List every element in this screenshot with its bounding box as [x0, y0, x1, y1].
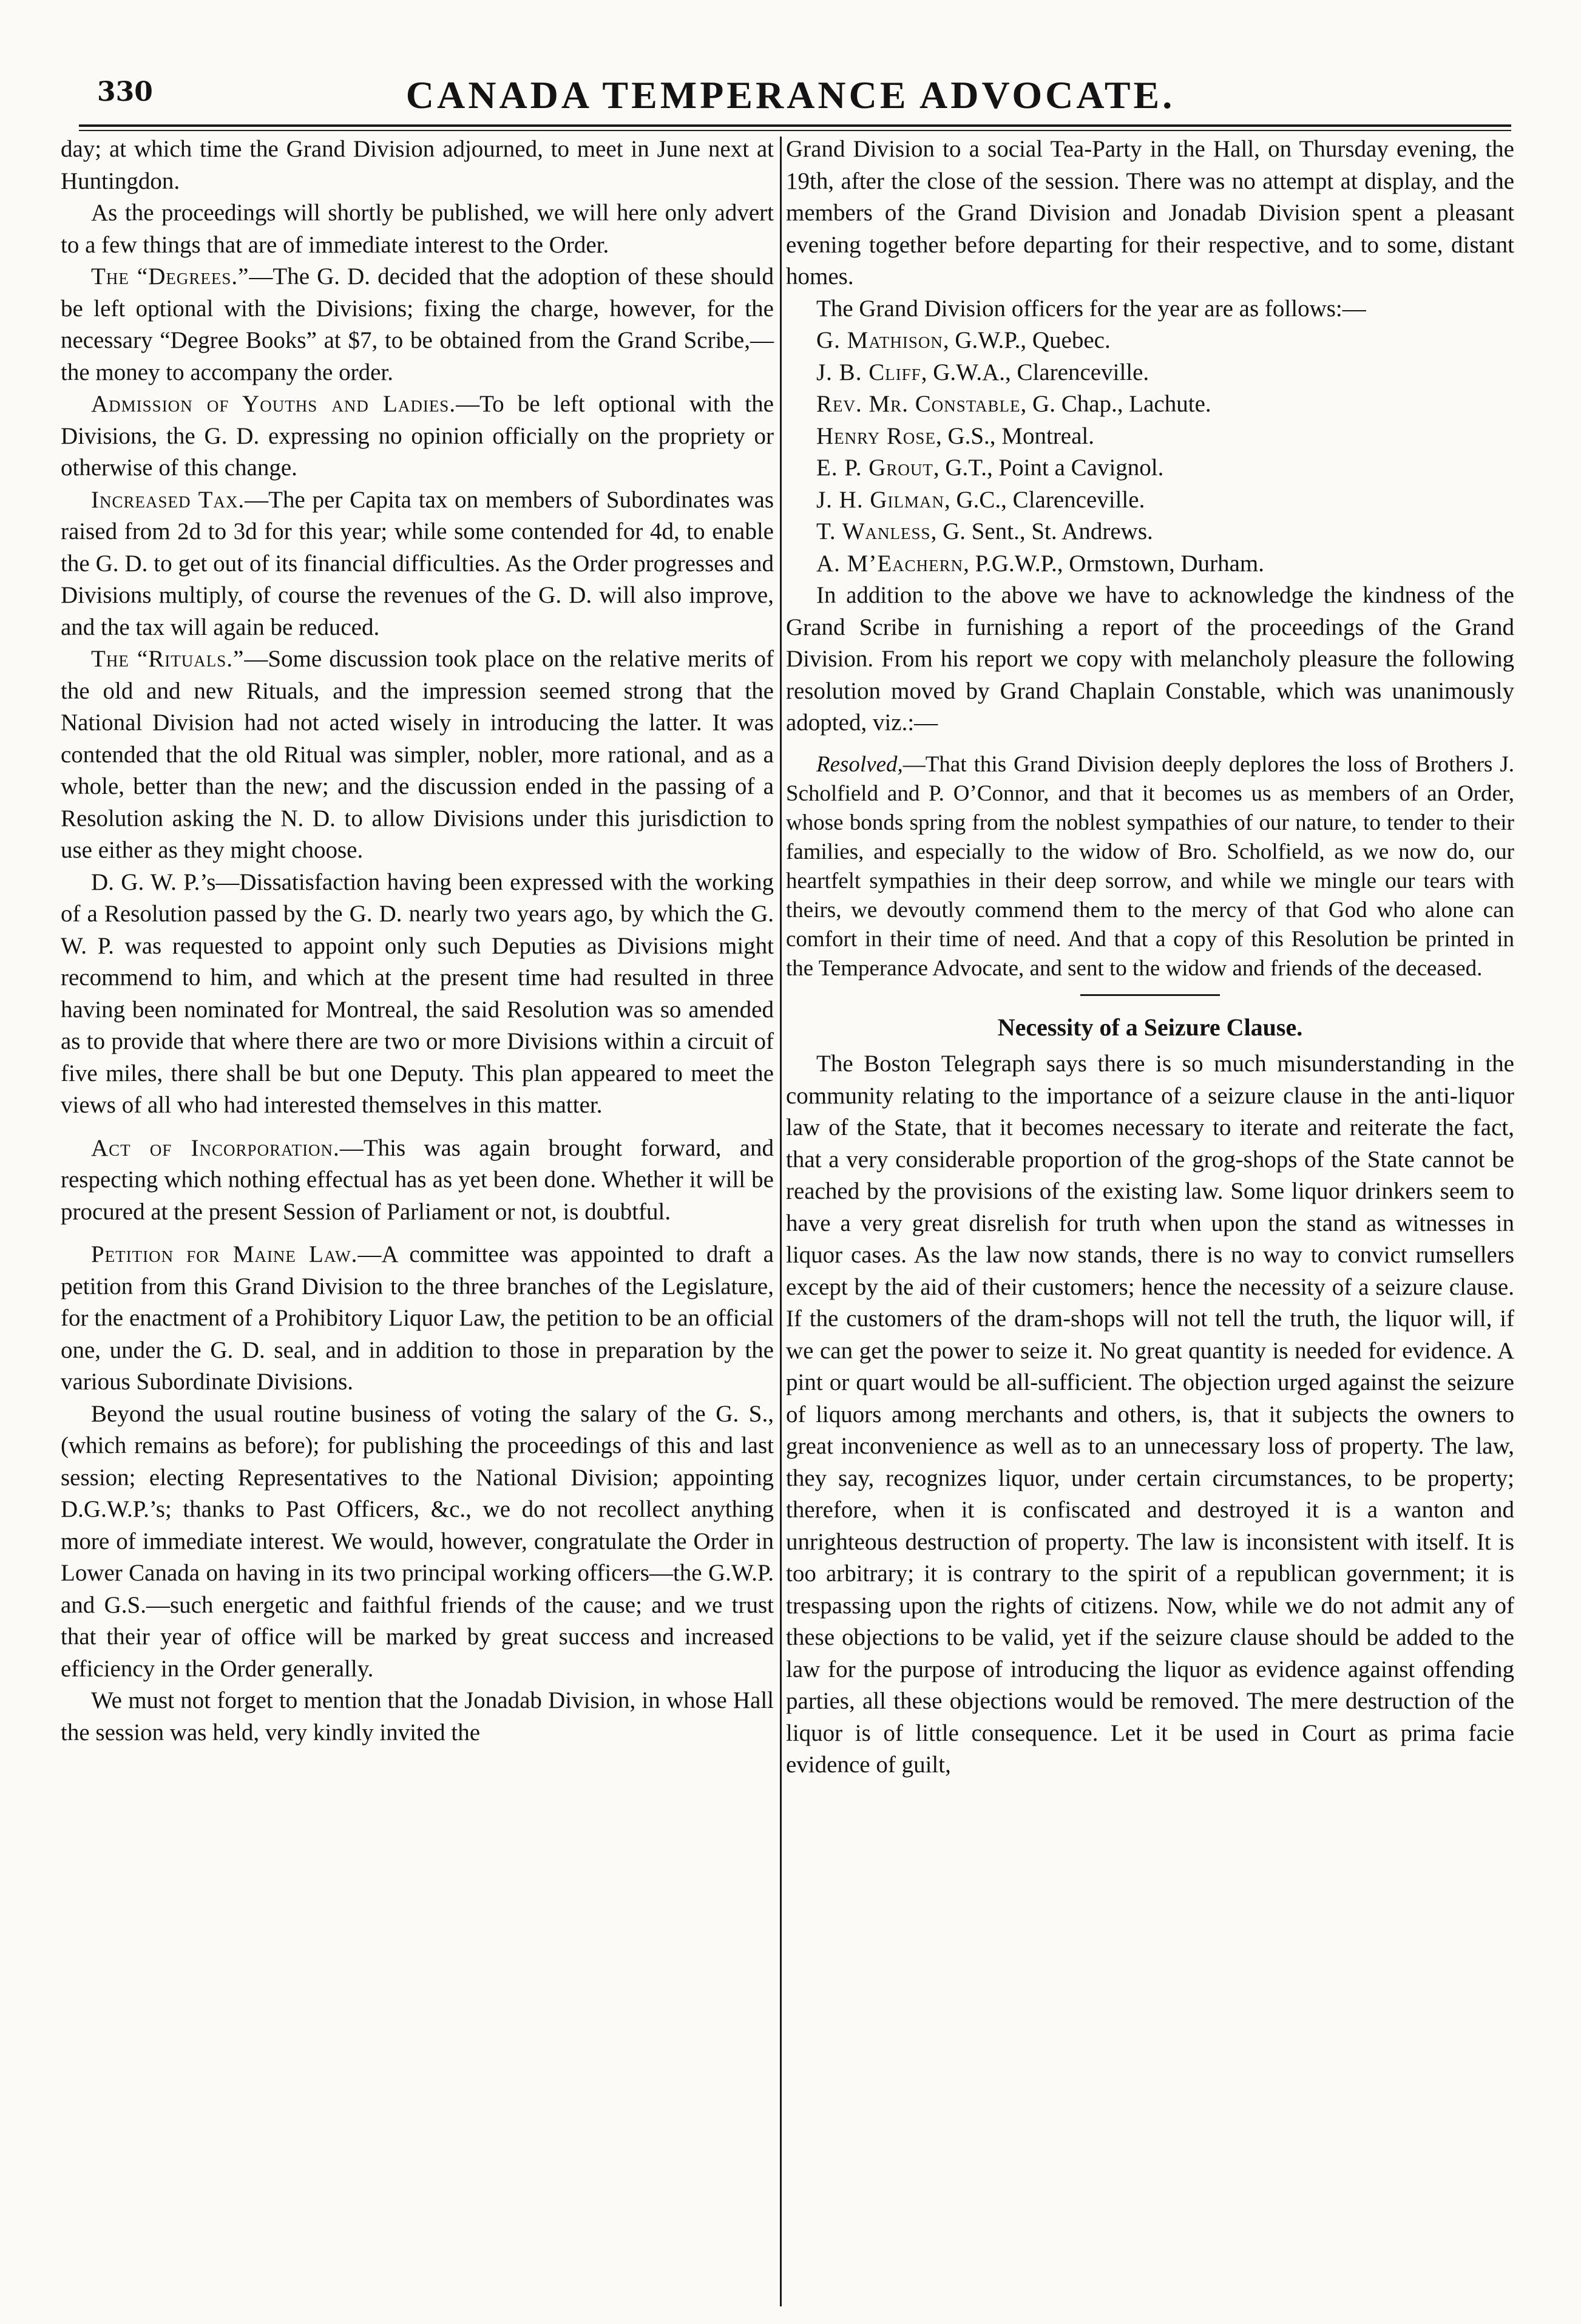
officers-list — [816, 325, 1514, 580]
column-divider — [780, 137, 782, 2306]
resolved-heading: Resolved, — [816, 751, 903, 777]
officer-entry: A. M’Eachern, P.G.W.P., Ormstown, Durham. — [816, 550, 1265, 577]
petition-text: —A committee was appointed to draft a petition from this Grand Division to the three branches of the Legislature, for the enactment of a Prohibitory Liquor Law, the petition to be an official one, under the G. D. seal, and in addition to those in preparation by the various Subordinate Divisions. — [61, 1241, 774, 1395]
page-number: 330 — [97, 76, 153, 107]
rituals-heading: The “Rituals.” — [91, 646, 245, 672]
paragraph-jonadab: We must not forget to mention that the Jonadab Division, in whose Hall the session was held, very kindly invited the — [61, 1687, 774, 1746]
seizure-clause-heading: Necessity of a Seizure Clause. — [997, 1013, 1303, 1041]
officer-entry: Henry Rose, G.S., Montreal. — [816, 422, 1095, 449]
officer-entry: E. P. Grout, G.T., Point a Cavignol. — [816, 455, 1164, 481]
officer-entry: T. Wanless, G. Sent., St. Andrews. — [816, 518, 1153, 544]
paragraph-beyond: Beyond the usual routine business of voting the salary of the G. S., (which remains as before); for publishing the proceedings of this and last session; electing Representatives to the National Division; appointing D.G.W.P.’s; thanks to Past Officers, &c., we do not recollect anything more of immediate interest. We would, however, congratulate the Order in Lower Canada on having in its two principal working officers—the G.W.P. and G.S.—such energetic and faithful friends of the cause; and we trust that their year of office will be marked by great success and increased efficiency in the Order generally. — [61, 1400, 774, 1682]
paragraph-tea-party: Grand Division to a social Tea-Party in the Hall, on Thursday evening, the 19th, after the close of the session. There was no attempt at display, and the members of the Grand Division and Jonadab Division spent a pleasant evening together before departing for their respective, and to some, distant homes. — [786, 136, 1514, 290]
degrees-heading: The “Degrees.” — [91, 263, 249, 290]
resolved-text: —That this Grand Division deeply deplores the loss of Brothers J. Scholfield and P. O’Connor, and that it becomes us as members of an Order, whose bonds spring from the noblest sympathies of our nature, to tender to their families, and especially to the widow of Bro. Scholfield, as we now do, our heartfelt sympathies in their deep sorrow, and while we mingle our tears with theirs, we devoutly commend them to the mercy of that God who alone can comfort in their time of need. And that a copy of this Resolution be printed in the Temperance Advocate, and sent to the widow and friends of the deceased. — [786, 751, 1514, 981]
rituals-text: —Some discussion took place on the relative merits of the old and new Rituals, and the impression seemed strong that the National Division had not acted wisely in introducing the latter. It was contended that the old Ritual was simpler, nobler, more rational, and as a whole, better than the new; and the discussion ended in the passing of a Resolution asking the N. D. to allow Divisions under this jurisdiction to use either as they might choose. — [61, 646, 774, 863]
header-rule — [79, 124, 1511, 127]
paragraph-dgwp — [61, 867, 774, 1122]
tax-text: —The per Capita tax on members of Subordinates was raised from 2d to 3d for this year; while some contended for 4d, to enable the G. D. to get out of its financial difficulties. As the Order progresses and Divisions multiply, of course the revenues of the G. D. will also improve, and the tax will again be reduced. — [61, 486, 774, 640]
admission-text: —To be left optional with the Divisions, the G. D. expressing no opinion officially on the propriety or otherwise of this change. — [61, 391, 774, 481]
paragraph-degrees — [61, 261, 774, 388]
paragraph-proceedings: As the proceedings will shortly be published, we will here only advert to a few things that are of immediate interest to the Order. — [61, 200, 774, 258]
left-column — [61, 134, 774, 1749]
dgwp-heading: D. G. W. P.’s — [91, 869, 216, 895]
officers-intro: The Grand Division officers for the year are as follows:— — [816, 295, 1366, 322]
officer-entry: G. Mathison, G.W.P., Quebec. — [816, 327, 1111, 353]
paragraph-rituals — [61, 643, 774, 867]
paragraph-adjourned: day; at which time the Grand Division adjourned, to meet in June next at Huntingdon. — [61, 136, 774, 194]
right-column — [786, 134, 1514, 1781]
paragraph-admission — [61, 388, 774, 484]
incorporation-text: —This was again brought forward, and respecting which nothing effectual has as yet been done. Whether it will be procured at the present Session of Parliament or not, is doubtful. — [61, 1134, 774, 1225]
degrees-text: —The G. D. decided that the adoption of these should be left optional with the Divisions; fixing the charge, however, for the necessary “Degree Books” at $7, to be obtained from the Grand Scribe,—the money to accompany the order. — [61, 263, 774, 385]
officer-entry: J. H. Gilman, G.C., Clarenceville. — [816, 486, 1145, 513]
header-rule-thin — [79, 130, 1511, 131]
paragraph-resolution — [786, 750, 1514, 983]
admission-heading: Admission of Youths and Ladies. — [91, 391, 456, 417]
tax-heading: Increased Tax. — [91, 486, 245, 513]
petition-heading: Petition for Maine Law. — [91, 1241, 358, 1267]
officer-entry: J. B. Cliff, G.W.A., Clarenceville. — [816, 359, 1149, 385]
paragraph-tax — [61, 484, 774, 644]
masthead-title: CANADA TEMPERANCE ADVOCATE. — [405, 73, 1176, 117]
section-rule — [1080, 994, 1220, 996]
paragraph-acknowledgement: In addition to the above we have to acknowledge the kindness of the Grand Scribe in furnishing a report of the proceedings of the Grand Division. From his report we copy with melancholy pleasure the following resolution moved by Grand Chaplain Constable, which was unanimously adopted, viz.:— — [786, 582, 1514, 736]
paragraph-petition — [61, 1239, 774, 1398]
incorporation-heading: Act of Incorporation. — [91, 1134, 340, 1161]
paragraph-incorporation — [61, 1133, 774, 1228]
officer-entry: Rev. Mr. Constable, G. Chap., Lachute. — [816, 391, 1211, 417]
dgwp-text: —Dissatisfaction having been expressed with the working of a Resolution passed by the G. D. nearly two years ago, by which the G. W. P. was requested to appoint only such Deputies as Divisions might recommend to him, and which at the present time had resulted in three having been nominated for Montreal, the said Resolution was so amended as to provide that where there are two or more Divisions within a circuit of five miles, there shall be but one Deputy. This plan appeared to meet the views of all who had interested themselves in this matter. — [61, 869, 774, 1118]
paragraph-seizure: The Boston Telegraph says there is so much misunderstanding in the community relating to the importance of a seizure clause in the anti-liquor law of the State, that it becomes necessary to iterate and reiterate the fact, that a very considerable proportion of the grog-shops of the State cannot be reached by the provisions of the existing law. Some liquor drinkers seem to have a very great disrelish for truth when upon the stand as witnesses in liquor cases. As the law now stands, there is no way to convict rumsellers except by the aid of their customers; hence the necessity of a seizure clause. If the customers of the dram-shops will not tell the truth, the liquor will, if we can get the power to seize it. No great quantity is needed for evidence. A pint or quart would be all-sufficient. The objection urged against the seizure of liquors among merchants and others, is, that it subjects the owners to great inconvenience as well as to an unnecessary loss of property. The law, they say, recognizes liquor, under certain circumstances, to be property; therefore, when it is confiscated and destroyed it is a wanton and unrighteous destruction of property. The law is inconsistent with itself. It is too arbitrary; it is contrary to the spirit of a republican government; it is trespassing upon the rights of citizens. Now, while we do not admit any of these objections to be valid, yet if the seizure clause should be added to the law for the purpose of introducing the liquor as evidence against offending parties, all these objections would be removed. The mere destruction of the liquor is of little consequence. Let it be used in Court as prima facie evidence of guilt, — [786, 1051, 1514, 1778]
